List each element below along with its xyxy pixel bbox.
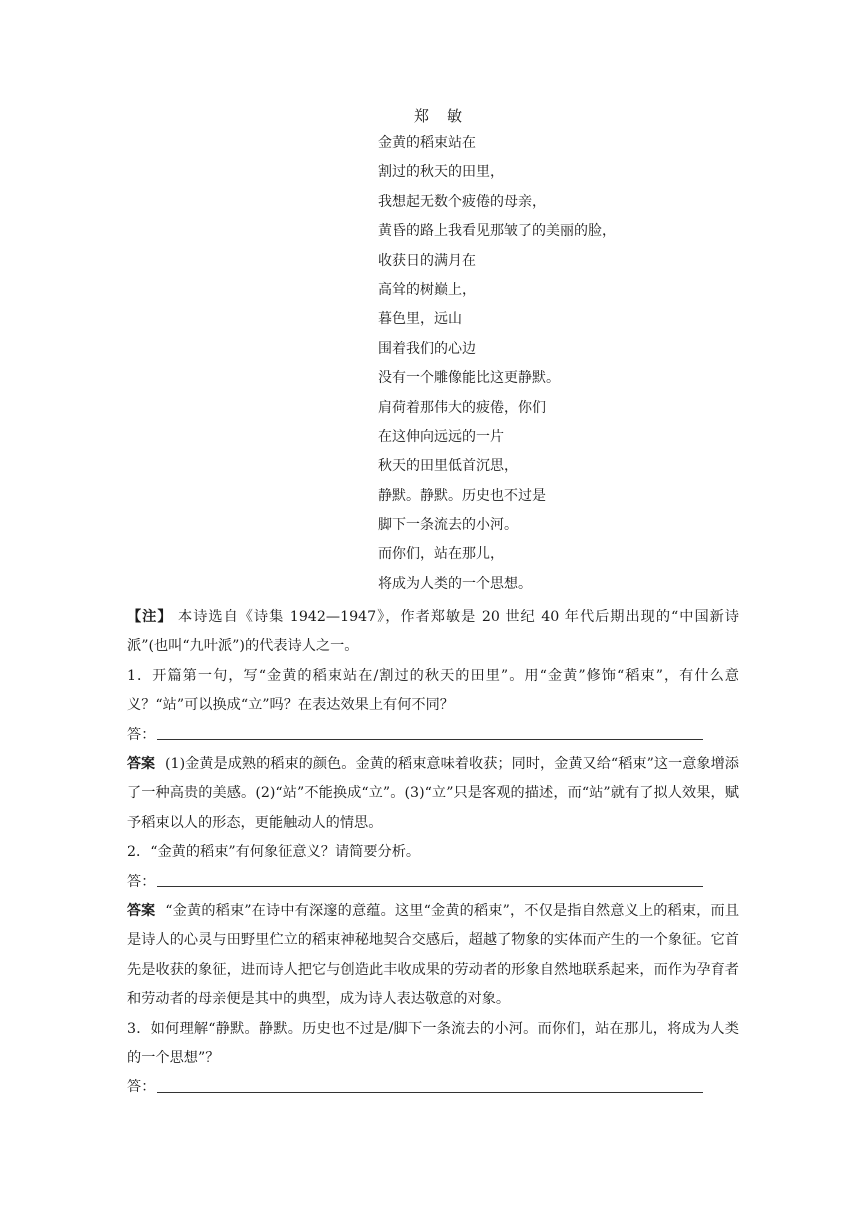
poem-line: 高耸的树巅上， [378,281,476,298]
poem-line: 暮色里，远山 [378,311,462,328]
poem-line: 金黄的稻束站在 [378,135,476,151]
poem-line: 没有一个雕像能比这更静默。 [378,370,560,387]
question-3: 3．如何理解“静默。静默。历史也不过是/脚下一条流去的小河。而你们，站在那儿，将成为人类的一个思想”？ [127,1020,739,1067]
note-label: 【注】 [127,609,173,625]
answer-blank [157,1091,703,1093]
poem [378,103,718,599]
answer-2 [127,897,739,1015]
question-2: 2．“金黄的稻束”有何象征意义？请简要分析。 [127,844,421,861]
answer-text: (1)金黄是成熟的稻束的颜色。金黄的稻束意味着收获；同时，金黄又给“稻束”这一意象增添了一种高贵的美感。(2)“站”不能换成“立”。(3)“立”只是客观的描述，而“站”就有了拟人效果，赋予稻束以人的形态，更能触动人的情思。 [127,756,739,831]
answer-field-2[interactable] [127,868,739,897]
answer-label: 答案 [127,756,156,773]
poem-line: 秋天的田里低首沉思， [378,458,518,475]
poem-line: 静默。静默。历史也不过是 [378,487,546,504]
note-text: 本诗选自《诗集 1942—1947》，作者郑敏是 20 世纪 40 年代后期出现的“中国新诗派”(也叫“九叶派”)的代表诗人之一。 [127,609,739,655]
answer-label: 答案 [127,903,156,920]
answer-prompt: 答： [127,726,156,743]
answer-blank [157,885,703,887]
answer-prompt: 答： [127,1079,156,1096]
poem-line: 收获日的满月在 [378,252,476,269]
poem-author [378,103,718,129]
author-char: 敏 [447,107,463,125]
author-char: 郑 [414,107,430,125]
poem-line: 我想起无数个疲倦的母亲， [378,193,546,210]
poem-line: 脚下一条流去的小河。 [378,517,518,534]
answer-field-1[interactable] [127,721,739,750]
answer-blank [157,738,703,740]
poem-line: 将成为人类的一个思想。 [378,575,532,592]
question-1: 1．开篇第一句，写“金黄的稻束站在/割过的秋天的田里”。用“金黄”修饰“稻束”，有什么意义？“站”可以换成“立”吗？在表达效果上有何不同？ [127,667,739,714]
poem-line: 围着我们的心边 [378,340,476,357]
answer-prompt: 答： [127,873,156,890]
answer-text: “金黄的稻束”在诗中有深邃的意蕴。这里“金黄的稻束”，不仅是指自然意义上的稻束，而且是诗人的心灵与田野里伫立的稻束神秘地契合交感后，超越了物象的实体而产生的一个象征。它首先是收获的象征，进而诗人把它与创造此丰收成果的劳动者的形象自然地联系起来，而作为孕育者和劳动者的母亲便是其中的典型，成为诗人表达敬意的对象。 [127,903,740,1008]
document-body [127,603,739,1103]
poem-line: 在这伸向远远的一片 [378,428,504,445]
poem-line: 割过的秋天的田里， [378,164,504,181]
poem-line: 肩荷着那伟大的疲倦，你们 [378,399,546,416]
poem-line: 而你们，站在那儿， [378,546,504,563]
poem-line: 黄昏的路上我看见那皱了的美丽的脸， [378,223,616,240]
note [127,603,739,662]
answer-field-3[interactable] [127,1073,739,1102]
answer-1 [127,750,739,838]
